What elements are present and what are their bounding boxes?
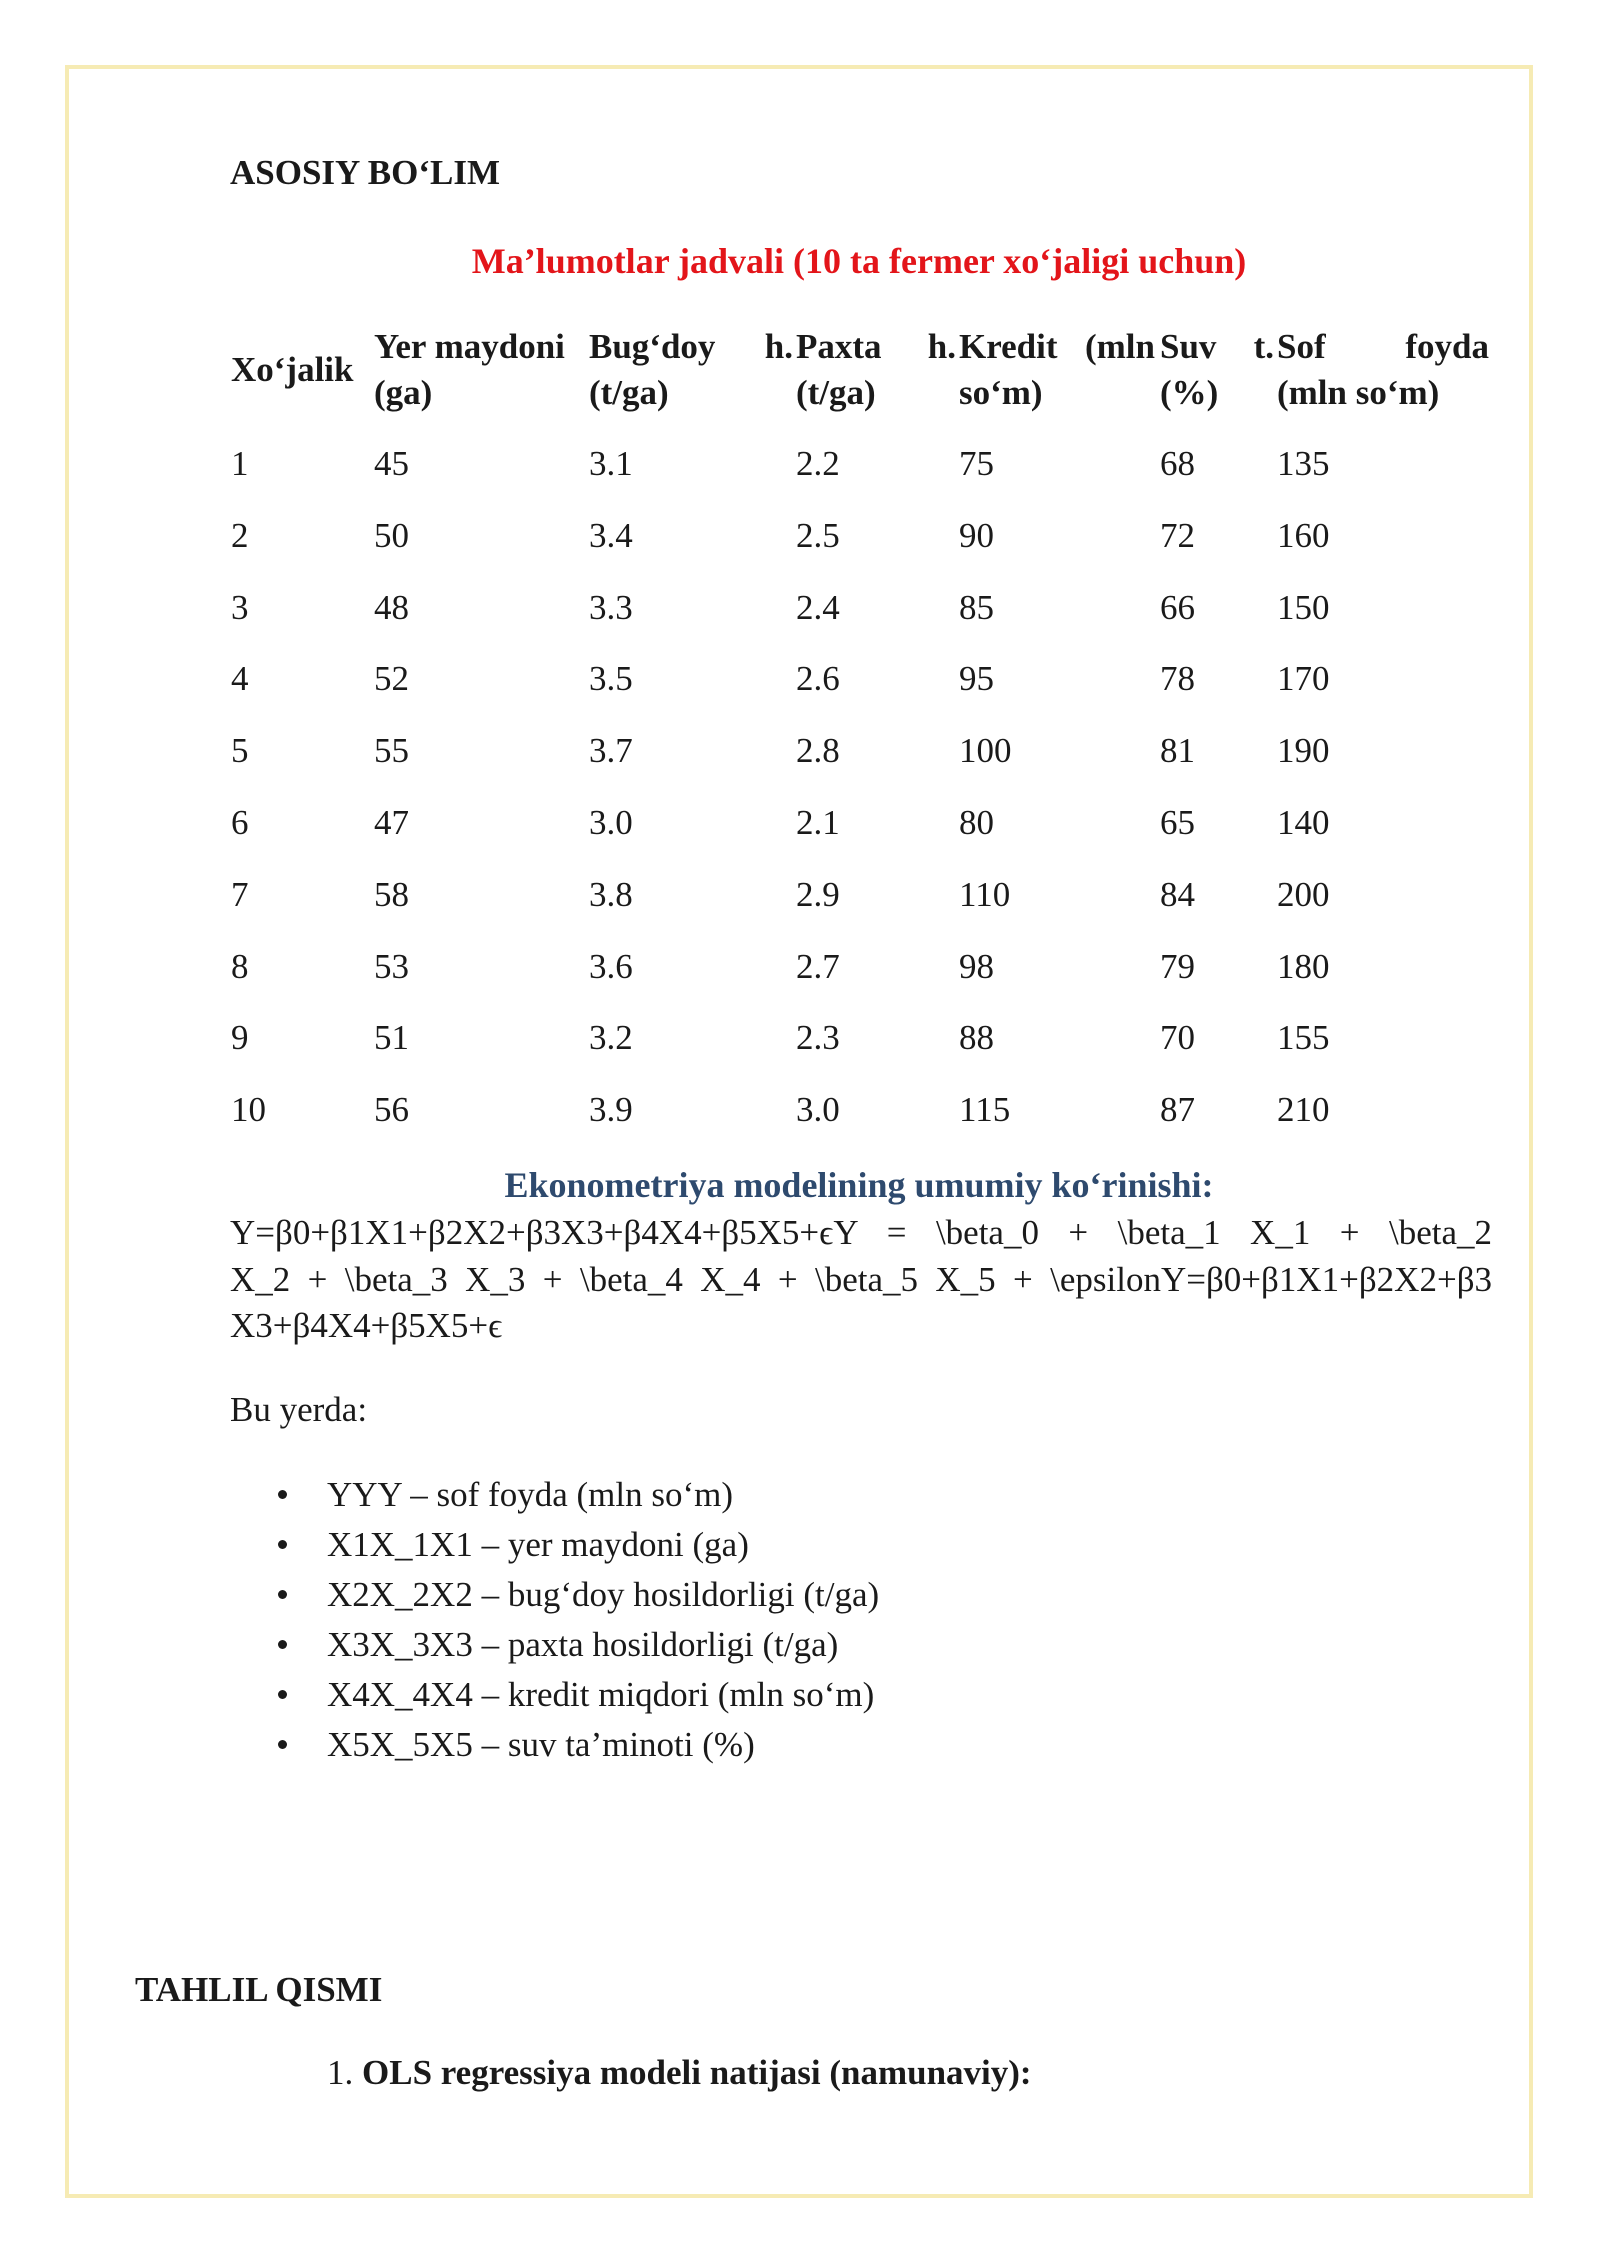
table-cell-kredit: 85 [959, 588, 994, 627]
table-cell-bugdoy: 3.9 [589, 1090, 633, 1129]
table-cell-bugdoy: 3.1 [589, 444, 633, 483]
table-cell-yer-maydoni: 50 [374, 516, 409, 555]
table-cell-paxta: 2.6 [796, 659, 840, 698]
table-cell-kredit: 95 [959, 659, 994, 698]
table-cell-paxta: 3.0 [796, 1090, 840, 1129]
table-cell-sof-foyda: 135 [1277, 444, 1330, 483]
table-cell-paxta: 2.8 [796, 731, 840, 770]
table-cell-bugdoy: 3.6 [589, 947, 633, 986]
column-header-xojalik: Xo‘jalik [231, 350, 354, 389]
table-cell-sof-foyda: 190 [1277, 731, 1330, 770]
bullet-icon [278, 1590, 287, 1599]
item-number: 1. [327, 2053, 354, 2092]
table-cell-yer-maydoni: 55 [374, 731, 409, 770]
table-cell-suv: 87 [1160, 1090, 1195, 1129]
table-cell-suv: 72 [1160, 516, 1195, 555]
formula-line: Y=β0+β1X1+β2X2+β3X3+β4X4+β5X5+ϵY = \beta_0 + \beta_1 X_1 + \beta_2 [230, 1213, 1492, 1252]
table-cell-bugdoy: 3.2 [589, 1018, 633, 1057]
table-cell-bugdoy: 3.4 [589, 516, 633, 555]
table-cell-paxta: 2.1 [796, 803, 840, 842]
table-cell-kredit: 110 [959, 875, 1011, 914]
model-formula [230, 1210, 1492, 1350]
table-cell-xojalik: 1 [231, 444, 249, 483]
list-item: X4X_4X4 – kredit miqdori (mln so‘m) [270, 1670, 879, 1720]
table-cell-yer-maydoni: 51 [374, 1018, 409, 1057]
table-cell-sof-foyda: 170 [1277, 659, 1330, 698]
bullet-icon [278, 1540, 287, 1549]
table-cell-suv: 79 [1160, 947, 1195, 986]
bullet-icon [278, 1490, 287, 1499]
formula-line: X_2 + \beta_3 X_3 + \beta_4 X_4 + \beta_5 X_5 + \epsilonY=β0+β1X1+β2X2+β3 [230, 1259, 1492, 1299]
list-item: X1X_1X1 – yer maydoni (ga) [270, 1520, 879, 1570]
table-cell-xojalik: 2 [231, 516, 249, 555]
table-cell-yer-maydoni: 48 [374, 588, 409, 627]
table-cell-xojalik: 5 [231, 731, 249, 770]
table-cell-xojalik: 7 [231, 875, 249, 914]
table-cell-yer-maydoni: 56 [374, 1090, 409, 1129]
table-cell-sof-foyda: 180 [1277, 947, 1330, 986]
column-header-sof-foyda: Sof foyda (mln so‘m) [1277, 327, 1489, 412]
table-cell-yer-maydoni: 45 [374, 444, 409, 483]
table-cell-suv: 66 [1160, 588, 1195, 627]
where-label: Bu yerda: [230, 1390, 368, 1429]
table-cell-sof-foyda: 155 [1277, 1018, 1330, 1057]
bullet-icon [278, 1740, 287, 1749]
table-cell-bugdoy: 3.0 [589, 803, 633, 842]
table-cell-paxta: 2.2 [796, 444, 840, 483]
table-cell-kredit: 75 [959, 444, 994, 483]
table-cell-bugdoy: 3.7 [589, 731, 633, 770]
table-cell-sof-foyda: 140 [1277, 803, 1330, 842]
table-cell-yer-maydoni: 47 [374, 803, 409, 842]
table-cell-paxta: 2.5 [796, 516, 840, 555]
variables-list [270, 1470, 879, 1770]
list-item: X5X_5X5 – suv ta’minoti (%) [270, 1720, 879, 1770]
table-cell-kredit: 115 [959, 1090, 1011, 1129]
table-cell-suv: 70 [1160, 1018, 1195, 1057]
table-cell-xojalik: 10 [231, 1090, 266, 1129]
table-cell-bugdoy: 3.5 [589, 659, 633, 698]
table-cell-bugdoy: 3.8 [589, 875, 633, 914]
formula-line: X3+β4X4+β5X5+ϵ [230, 1306, 503, 1345]
table-cell-kredit: 98 [959, 947, 994, 986]
table-cell-suv: 65 [1160, 803, 1195, 842]
table-title: Ma’lumotlar jadvali (10 ta fermer xo‘jaligi uchun) [471, 241, 1247, 281]
list-item: YYY – sof foyda (mln so‘m) [270, 1470, 879, 1520]
table-cell-suv: 84 [1160, 875, 1195, 914]
table-cell-kredit: 100 [959, 731, 1012, 770]
table-cell-paxta: 2.7 [796, 947, 840, 986]
table-cell-xojalik: 3 [231, 588, 249, 627]
table-cell-suv: 68 [1160, 444, 1195, 483]
bullet-icon [278, 1690, 287, 1699]
column-header-bugdoy: Bug‘doy h. (t/ga) [589, 327, 793, 412]
table-cell-kredit: 90 [959, 516, 994, 555]
table-cell-kredit: 88 [959, 1018, 994, 1057]
table-cell-yer-maydoni: 52 [374, 659, 409, 698]
table-cell-paxta: 2.9 [796, 875, 840, 914]
numbered-item [327, 2053, 1032, 2093]
table-cell-bugdoy: 3.3 [589, 588, 633, 627]
section-heading-analysis: TAHLIL QISMI [135, 1970, 383, 2009]
table-cell-paxta: 2.3 [796, 1018, 840, 1057]
table-cell-xojalik: 4 [231, 659, 249, 698]
model-title: Ekonometriya modelining umumiy ko‘rinishi: [504, 1165, 1214, 1205]
table-cell-xojalik: 9 [231, 1018, 249, 1057]
section-heading-main: ASOSIY BO‘LIM [230, 153, 501, 192]
column-header-kredit: Kredit (mln so‘m) [959, 327, 1155, 412]
bullet-icon [278, 1640, 287, 1649]
table-cell-sof-foyda: 210 [1277, 1090, 1330, 1129]
table-cell-xojalik: 8 [231, 947, 249, 986]
column-header-yer-maydoni: Yer maydoni (ga) [374, 327, 565, 412]
table-cell-yer-maydoni: 53 [374, 947, 409, 986]
table-cell-yer-maydoni: 58 [374, 875, 409, 914]
column-header-suv: Suv t. (%) [1160, 327, 1274, 412]
list-item: X3X_3X3 – paxta hosildorligi (t/ga) [270, 1620, 879, 1670]
table-cell-xojalik: 6 [231, 803, 249, 842]
table-cell-suv: 81 [1160, 731, 1195, 770]
table-cell-kredit: 80 [959, 803, 994, 842]
item-text: OLS regressiya modeli natijasi (namunaviy): [362, 2053, 1032, 2092]
column-header-paxta: Paxta h. (t/ga) [796, 327, 956, 412]
table-cell-sof-foyda: 200 [1277, 875, 1330, 914]
list-item: X2X_2X2 – bug‘doy hosildorligi (t/ga) [270, 1570, 879, 1620]
table-cell-paxta: 2.4 [796, 588, 840, 627]
table-cell-sof-foyda: 150 [1277, 588, 1330, 627]
table-cell-suv: 78 [1160, 659, 1195, 698]
table-cell-sof-foyda: 160 [1277, 516, 1330, 555]
